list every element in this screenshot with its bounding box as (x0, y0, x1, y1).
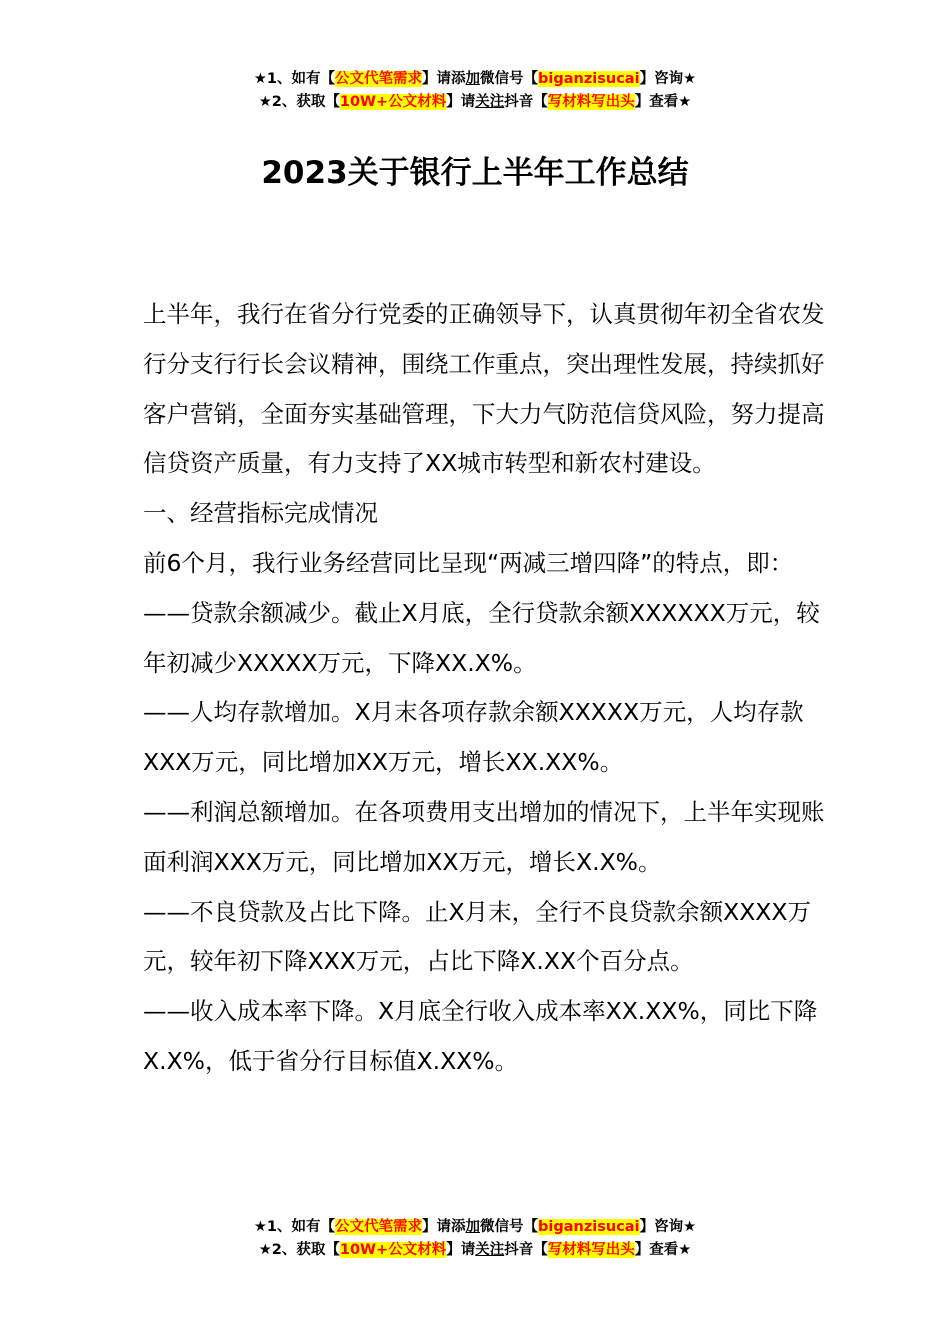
ad-underlined-text: 加 (465, 71, 481, 87)
ad-underlined-text: 加 (465, 1219, 481, 1235)
ad-text: 】查看★ (634, 1242, 692, 1258)
ad-highlight: biganzisucai (538, 71, 640, 87)
ad-line-1 (0, 68, 950, 91)
paragraph: 前6个月，我行业务经营同比呈现“两减三增四降”的特点，即： (143, 548, 794, 577)
ad-text: ★1、如有【 (253, 1219, 336, 1235)
ad-highlight: 10W+公文材料 (339, 1242, 447, 1258)
ad-highlight: biganzisucai (538, 1219, 640, 1235)
list-item: ——贷款余额减少。截止X月底，全行贷款余额XXXXXX万元，较年初减少XXXXX万元，下降XX.X%。 (143, 598, 820, 677)
ad-line-2 (0, 91, 950, 114)
ad-highlight: 写材料写出头 (547, 1242, 635, 1258)
list-item: ——收入成本率下降。X月底全行收入成本率XX.XX%，同比下降X.X%，低于省分行目标值X.XX%。 (143, 997, 818, 1075)
list-item: ——不良贷款及占比下降。止X月末，全行不良贷款余额XXXX万元，较年初下降XXX万元，占比下降X.XX个百分点。 (143, 897, 811, 976)
ad-text: 】咨询★ (639, 71, 697, 87)
ad-text: ★1、如有【 (253, 71, 336, 87)
document-body (143, 290, 833, 1087)
ad-banner-bottom (0, 1216, 950, 1262)
list-item: ——人均存款增加。X月末各项存款余额XXXXX万元，人均存款XXX万元，同比增加XX万元，增长XX.XX%。 (143, 698, 804, 777)
ad-highlight: 写材料写出头 (547, 94, 635, 110)
ad-text: 抖音【 (504, 94, 548, 110)
ad-banner-top (0, 68, 950, 114)
ad-text: 】请添 (422, 71, 466, 87)
ad-text: 】咨询★ (639, 1219, 697, 1235)
ad-line-1 (0, 1216, 950, 1239)
ad-highlight: 公文代笔需求 (335, 1219, 423, 1235)
ad-underlined-text: 关注 (475, 94, 505, 110)
paragraph-intro: 上半年，我行在省分行党委的正确领导下，认真贯彻年初全省农发行分支行行长会议精神，围绕工作重点，突出理性发展，持续抓好客户营销，全面夯实基础管理，下大力气防范信贷风险，努力提高信贷资产质量，有力支持了XX城市转型和新农村建设。 (143, 300, 825, 478)
ad-highlight: 公文代笔需求 (335, 71, 423, 87)
document-title: 2023关于银行上半年工作总结 (261, 155, 689, 191)
ad-text: 】请添 (422, 1219, 466, 1235)
ad-text: 】请 (446, 94, 476, 110)
section-heading: 一、经营指标完成情况 (143, 499, 378, 528)
ad-text: 微信号【 (480, 1219, 539, 1235)
ad-highlight: 10W+公文材料 (339, 94, 447, 110)
ad-line-2 (0, 1239, 950, 1262)
list-item: ——利润总额增加。在各项费用支出增加的情况下，上半年实现账面利润XXX万元，同比增加XX万元，增长X.X%。 (143, 797, 825, 876)
ad-text: 抖音【 (504, 1242, 548, 1258)
ad-underlined-text: 关注 (475, 1242, 505, 1258)
ad-text: ★2、获取【 (258, 94, 340, 110)
ad-text: 】请 (446, 1242, 476, 1258)
ad-text: 微信号【 (480, 71, 539, 87)
ad-text: 】查看★ (634, 94, 692, 110)
ad-text: ★2、获取【 (258, 1242, 340, 1258)
